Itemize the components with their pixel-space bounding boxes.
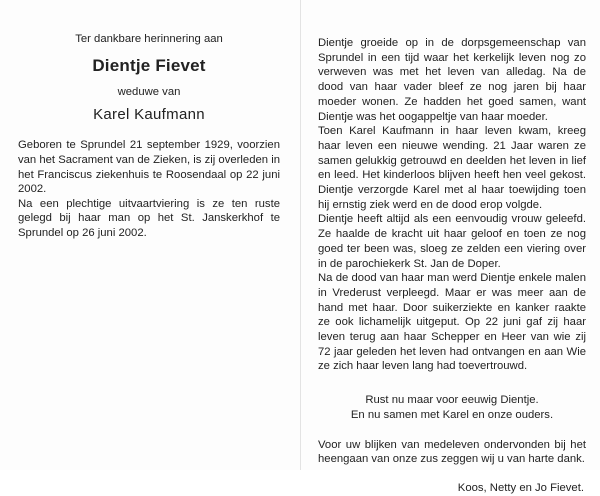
thanks-paragraph: Voor uw blijken van medeleven ondervonden bij het heengaan van onze zus zeggen wij u van harte dank. xyxy=(318,438,586,466)
story-paragraph: Toen Karel Kaufmann in haar leven kwam, kreeg haar leven een nieuwe wending. 21 Jaar waren ze samen gelukkig getrouwd en deelden het leven in lief en leed. Het kinderloos blijven heeft hen veel gekost. Dientje verzorgde Karel met al haar toewijding toen hij ernstig ziek werd en de dood erop volgde. xyxy=(318,125,586,211)
story-paragraph: Na de dood van haar man werd Dientje enkele malen in Vrederust verpleegd. Maar er was meer aan de hand met haar. Door suikerziekte en kanker raakte ze ook lichamelijk uitgeput. Op 22 juni gaf zij haar leven terug aan haar Schepper en Heer van wie zij 72 jaar geleden het leven had ontvangen en aan Wie ze zich haar leven lang had toevertrouwd. xyxy=(318,272,586,373)
prayer-line: En nu samen met Karel en onze ouders. xyxy=(350,408,554,421)
story-paragraph: Dientje groeide op in de dorpsgemeenschap van Sprundel in een tijd waar het kerkelijk leven nog zo verweven was met het leven van alledag. Na de dood van haar vader bleef ze nog jaren bij haar moeder wonen. Ze hadden het goed samen, want Dientje was het oogappeltje van haar moeder. xyxy=(318,37,586,123)
deceased-name: Dientje Fievet xyxy=(92,55,206,75)
funeral-paragraph: Na een plechtige uitvaartviering is ze ten ruste gelegd bij haar man op het St. Janskerkhof te Sprundel op 26 juni 2002. xyxy=(18,197,280,239)
family-signature: Koos, Netty en Jo Fievet. xyxy=(457,481,584,494)
life-story xyxy=(318,36,586,374)
biographical-details xyxy=(18,138,280,240)
prayer-line: Rust nu maar voor eeuwig Dientje. xyxy=(365,394,539,407)
intro-text: Ter dankbare herinnering aan xyxy=(75,33,223,45)
left-panel xyxy=(18,32,280,241)
prayer-verse xyxy=(318,393,586,422)
story-paragraph: Dientje heeft altijd als een eenvoudig vrouw geleefd. Ze haalde de kracht uit haar geloof en toen ze nog goed ter been was, sloeg ze zelden een viering over in de parochiekerk St. Jan de Doper. xyxy=(318,213,586,270)
birth-death-paragraph: Geboren te Sprundel 21 september 1929, voorzien van het Sacrament van de Zieken, is zij overleden in het Franciscus ziekenhuis te Roosendaal op 22 juni 2002. xyxy=(18,139,280,196)
card-fold-divider xyxy=(300,0,301,470)
widow-of-text: weduwe van xyxy=(117,86,181,99)
husband-name: Karel Kaufmann xyxy=(93,105,205,123)
right-panel xyxy=(318,36,586,496)
